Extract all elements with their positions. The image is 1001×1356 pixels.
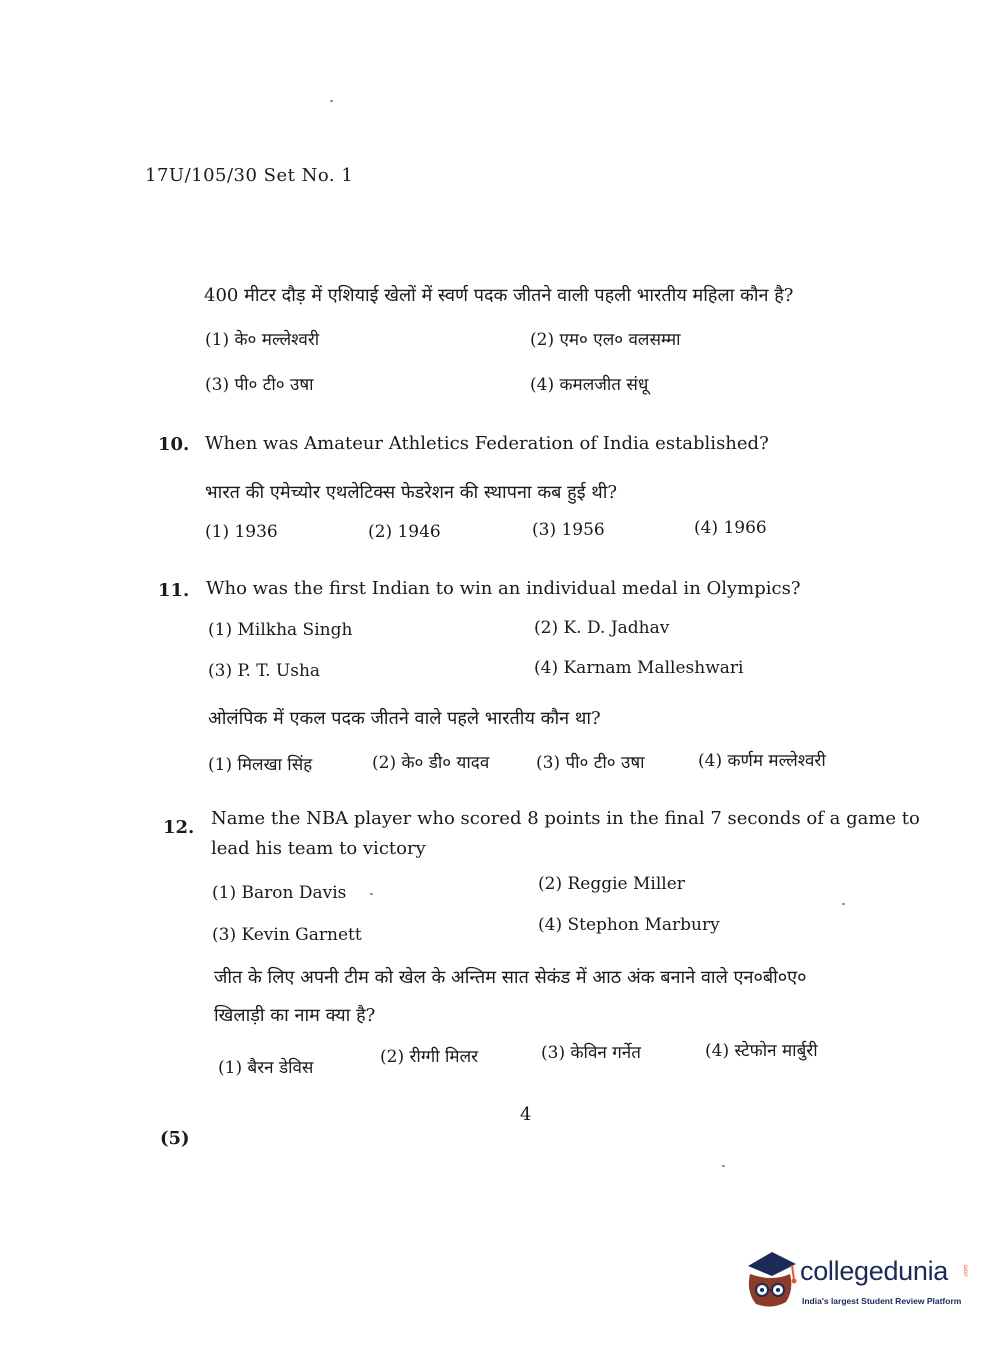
q10-option-2: (2) 1946 <box>368 522 441 542</box>
q11-text-hindi: ओलंपिक में एकल पदक जीतने वाले पहले भारतीय कौन था? <box>208 708 601 729</box>
q9-option-2: (2) एम० एल० वलसम्मा <box>530 330 681 350</box>
q9-option-3: (3) पी० टी० उषा <box>205 375 314 395</box>
q10-text-hindi: भारत की एमेच्योर एथलेटिक्स फेडरेशन की स्थापना कब हुई थी? <box>205 482 618 503</box>
q12-option-1-english: (1) Baron Davis <box>212 883 347 903</box>
q12-text-hindi-line2: खिलाड़ी का नाम क्या है? <box>214 1005 376 1026</box>
q11-option-3-hindi: (3) पी० टी० उषा <box>536 753 645 773</box>
page-number: 4 <box>520 1104 532 1125</box>
q12-option-4-english: (4) Stephon Marbury <box>538 915 720 935</box>
mascot-icon <box>742 1248 800 1310</box>
logo-name: collegedunia <box>800 1256 949 1286</box>
collegedunia-logo <box>742 1248 972 1318</box>
q12-text-english-line2: lead his team to victory <box>211 838 426 859</box>
q11-text-english: Who was the first Indian to win an individual medal in Olympics? <box>206 578 801 599</box>
q12-option-4-hindi: (4) स्टेफोन मार्बुरी <box>705 1041 818 1061</box>
q10-option-1: (1) 1936 <box>205 522 278 542</box>
q10-option-4: (4) 1966 <box>694 518 767 538</box>
q12-text-hindi-line1: जीत के लिए अपनी टीम को खेल के अन्तिम सात सेकंड में आठ अंक बनाने वाले एन०बी०ए० <box>214 967 807 988</box>
set-number: 17U/105/30 Set No. 1 <box>145 165 354 186</box>
q12-text-english-line1: Name the NBA player who scored 8 points in the final 7 seconds of a game to <box>211 808 920 829</box>
q10-option-3: (3) 1956 <box>532 520 605 540</box>
scan-speck <box>330 100 333 102</box>
scan-speck <box>842 903 845 905</box>
scan-speck <box>370 893 373 895</box>
q11-option-2-english: (2) K. D. Jadhav <box>534 618 670 638</box>
q11-option-2-hindi: (2) के० डी० यादव <box>372 753 490 773</box>
q9-option-1: (1) के० मल्लेश्वरी <box>205 330 320 350</box>
q9-option-4: (4) कमलजीत संधू <box>530 375 649 395</box>
q11-option-3-english: (3) P. T. Usha <box>208 661 321 681</box>
q11-number: 11. <box>158 580 190 601</box>
q12-option-2-english: (2) Reggie Miller <box>538 874 685 894</box>
q12-number: 12. <box>163 817 195 838</box>
logo-tagline: India's largest Student Review Platform <box>802 1296 962 1306</box>
q11-option-1-english: (1) Milkha Singh <box>208 620 353 640</box>
q11-option-1-hindi: (1) मिलखा सिंह <box>208 755 313 775</box>
q12-option-3-english: (3) Kevin Garnett <box>212 925 362 945</box>
scan-speck <box>722 1165 725 1167</box>
q11-option-4-hindi: (4) कर्णम मल्लेश्वरी <box>698 751 826 771</box>
q10-number: 10. <box>158 434 190 455</box>
q12-option-1-hindi: (1) बैरन डेविस <box>218 1058 314 1078</box>
footer-code: (5) <box>160 1128 190 1149</box>
q12-option-3-hindi: (3) केविन गर्नेत <box>541 1043 641 1063</box>
q9-text-hindi: 400 मीटर दौड़ में एशियाई खेलों में स्वर्ण पदक जीतने वाली पहली भारतीय महिला कौन है? <box>204 285 794 306</box>
q12-option-2-hindi: (2) रीग्गी मिलर <box>380 1047 479 1067</box>
q11-option-4-english: (4) Karnam Malleshwari <box>534 658 744 678</box>
q10-text-english: When was Amateur Athletics Federation of India established? <box>205 433 769 454</box>
logo-domain: .com <box>963 1264 970 1278</box>
